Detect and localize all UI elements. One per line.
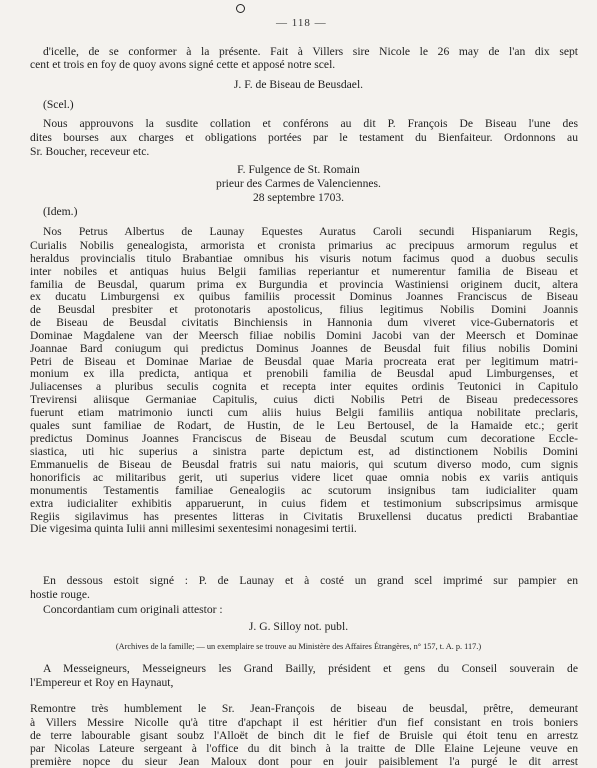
text-line-p6-l2: heraldus provincialis titulo Brabantiae omnibus his visuris notum facimus quod a duobus seculis [30, 252, 578, 265]
text-line-p6-l21: extra iudicialiter exhibitis apparuerunt, in cuius fidem et testimonium subscripsimus armisque [30, 497, 578, 510]
text-line-p6-l4: familia de Beusdal, quarum prima ex Burgundia et provincia Wastiniensi originem ducit, altera [30, 278, 578, 291]
text-line-p6-l20: monumentis Testamentis familiae Genealogiis ac scutorum insignibus tam iudicialiter quam [30, 484, 578, 497]
text-line-p6-l6: de Beusdal presbiter et protonotaris apostolicus, filius legitimus Nobilis Domini Joannis [30, 303, 578, 316]
text-line-p6-l1: Curialis Nobilis genealogista, armorista et cronista primarius ac precipuus armorum regulus et [30, 239, 578, 252]
text-line-p8-l0: Concordantiam cum originali attestor : [43, 603, 223, 616]
text-line-p6-l22: Regiis sigilavimus has presentes litteras in Civitatis Bruxellensi ducatus predicti Brabantiae [30, 510, 578, 523]
text-line-p6-l18: Emmanuelis de Biseau de Beusdal fratris sui natu maioris, qui scutum diverso modo, cum signis [30, 458, 578, 471]
text-line-p6-l15: quales sunt familiae de Rodart, de Hustin, de le Leu Bertousel, de la Hamaide etc.; gerit [30, 419, 578, 432]
text-line-p3-l1: dites bourses aux charges et obligations portées par le testament du Bienfaiteur. Ordonnons au [30, 131, 578, 144]
text-line-p11-l1: l'Empereur et Roy en Haynaut, [30, 676, 174, 689]
text-line-p10-l0: (Archives de la famille; — un exemplaire se trouve au Ministère des Affaires Étrangères, n° 157, t. A. p. 117.) [115, 642, 482, 651]
text-line-p6-l8: Dominae Magdalene van der Meersch filiae nobilis Domini Jacobi van der Meersch et Dominae [30, 329, 578, 342]
text-line-p7-l0: En dessous estoit signé : P. de Launay et à costé un grand scel imprimé sur pampier en [43, 574, 578, 587]
text-line-p12-l2: de terre labourable gisant soubz l'Alloët de binch dit le fief de Bruisle qui étoit tenu en arrestz [30, 729, 578, 742]
text-line-p6-l11: monium ex illa predicta, antiqua et prenobili familia de Beusdal apud Limburgenses, et [30, 367, 578, 380]
text-line-p6-l0: Nos Petrus Albertus de Launay Equestes Auratus Caroli secundi Hispaniarum Regis, [43, 225, 578, 238]
text-line-p6-l12: Juliacenses a pluribus seculis cognita et recepta inter equites ordinis Teutonici in Capitulo [30, 380, 578, 393]
text-line-p6-l23: Die vigesima quinta Iulii anni millesimi sexentesimi nonagesimi tertii. [30, 522, 357, 535]
text-line-p6-l13: Trevirensi aliisque Germaniae Capitulis, cuius dicti Nobilis Petri de Biseau predecessores [30, 393, 578, 406]
page-number: — 118 — [276, 17, 327, 29]
text-line-p12-l0: Remontre très humblement le Sr. Jean-François de biseau de beusdal, prêtre, demeurant [30, 702, 578, 715]
text-line-p1-l0: J. F. de Biseau de Beusdael. [233, 78, 364, 91]
text-line-p11-l0: A Messeigneurs, Messeigneurs les Grand Bailly, président et gens du Conseil souverain de [43, 662, 578, 675]
text-line-p6-l17: siastica, uti hic superius a sinistra parte depictum est, ad distinctionem Nobilis Domini [30, 445, 578, 458]
text-line-p4-l1: prieur des Carmes de Valenciennes. [216, 177, 381, 190]
binding-hole-mark [236, 4, 245, 13]
text-line-p0-l0: d'icelle, de se conformer à la présente. Fait à Villers sire Nicole le 26 may de l'an dix sept [43, 45, 578, 58]
text-line-p2-l0: (Scel.) [43, 98, 74, 111]
text-line-p9-l0: J. G. Silloy not. publ. [248, 620, 349, 633]
text-line-p12-l4: première nopce du sieur Jean Maloux dont pour en jouir paisiblement l'a purgé le dit arrest [30, 755, 578, 768]
text-line-p6-l3: inter nobiles et antiquas huius Belgii familias reperiantur et numerentur familia de Biseau et [30, 265, 578, 278]
text-line-p0-l1: cent et trois en foy de quoy avons signé cette et apposé notre scel. [30, 58, 336, 71]
text-line-p3-l2: Sr. Boucher, receveur etc. [30, 145, 150, 158]
text-line-p12-l1: à Villers Messire Nicolle qu'à titre d'apchapt il est héritier d'un fief consistant en trois boniers [30, 716, 578, 729]
text-line-p3-l0: Nous approuvons la susdite collation et conférons au dit P. François De Biseau l'une des [43, 117, 578, 130]
text-line-p6-l9: Joannae Bard coniugum qui predictus Dominus Joannes de Beusdal fuit filius nobilis Domini [30, 342, 578, 355]
text-line-p6-l7: de Biseau de Beusdal civitatis Binchiensis in Hannonia dum viveret vice-Gubernatoris et [30, 316, 578, 329]
text-line-p6-l16: predictus Dominus Joannes Franciscus de Biseau de Beusdal scutum cum decoratione Eccle- [30, 432, 578, 445]
text-line-p6-l5: ex ducatu Limburgensi ex quibus familiis processit Dominus Joannes Franciscus de Biseau [30, 290, 578, 303]
text-line-p12-l3: par Nicolas Lateure sergeant à l'office du dit binch à la traitte de Dlle Elaine Lejeune veuve en [30, 742, 578, 755]
text-line-p6-l10: Petri de Biseau et Dominae Mariae de Beusdal quae Maria procreata erat per legitimum matri- [30, 355, 578, 368]
text-line-p6-l14: fuerunt etiam matrimonio iuncti cum aliis huius Belgii familiis antiqua nobilitate preclaris, [30, 406, 578, 419]
text-line-p4-l2: 28 septembre 1703. [252, 191, 345, 204]
text-line-p6-l19: honorificis ac militaribus gerit, uti superius videre licet quae omnia nobis ex variis antiquis [30, 471, 578, 484]
text-line-p7-l1: hostie rouge. [30, 588, 90, 601]
text-line-p4-l0: F. Fulgence de St. Romain [237, 163, 360, 176]
text-line-p5-l0: (Idem.) [43, 205, 78, 218]
